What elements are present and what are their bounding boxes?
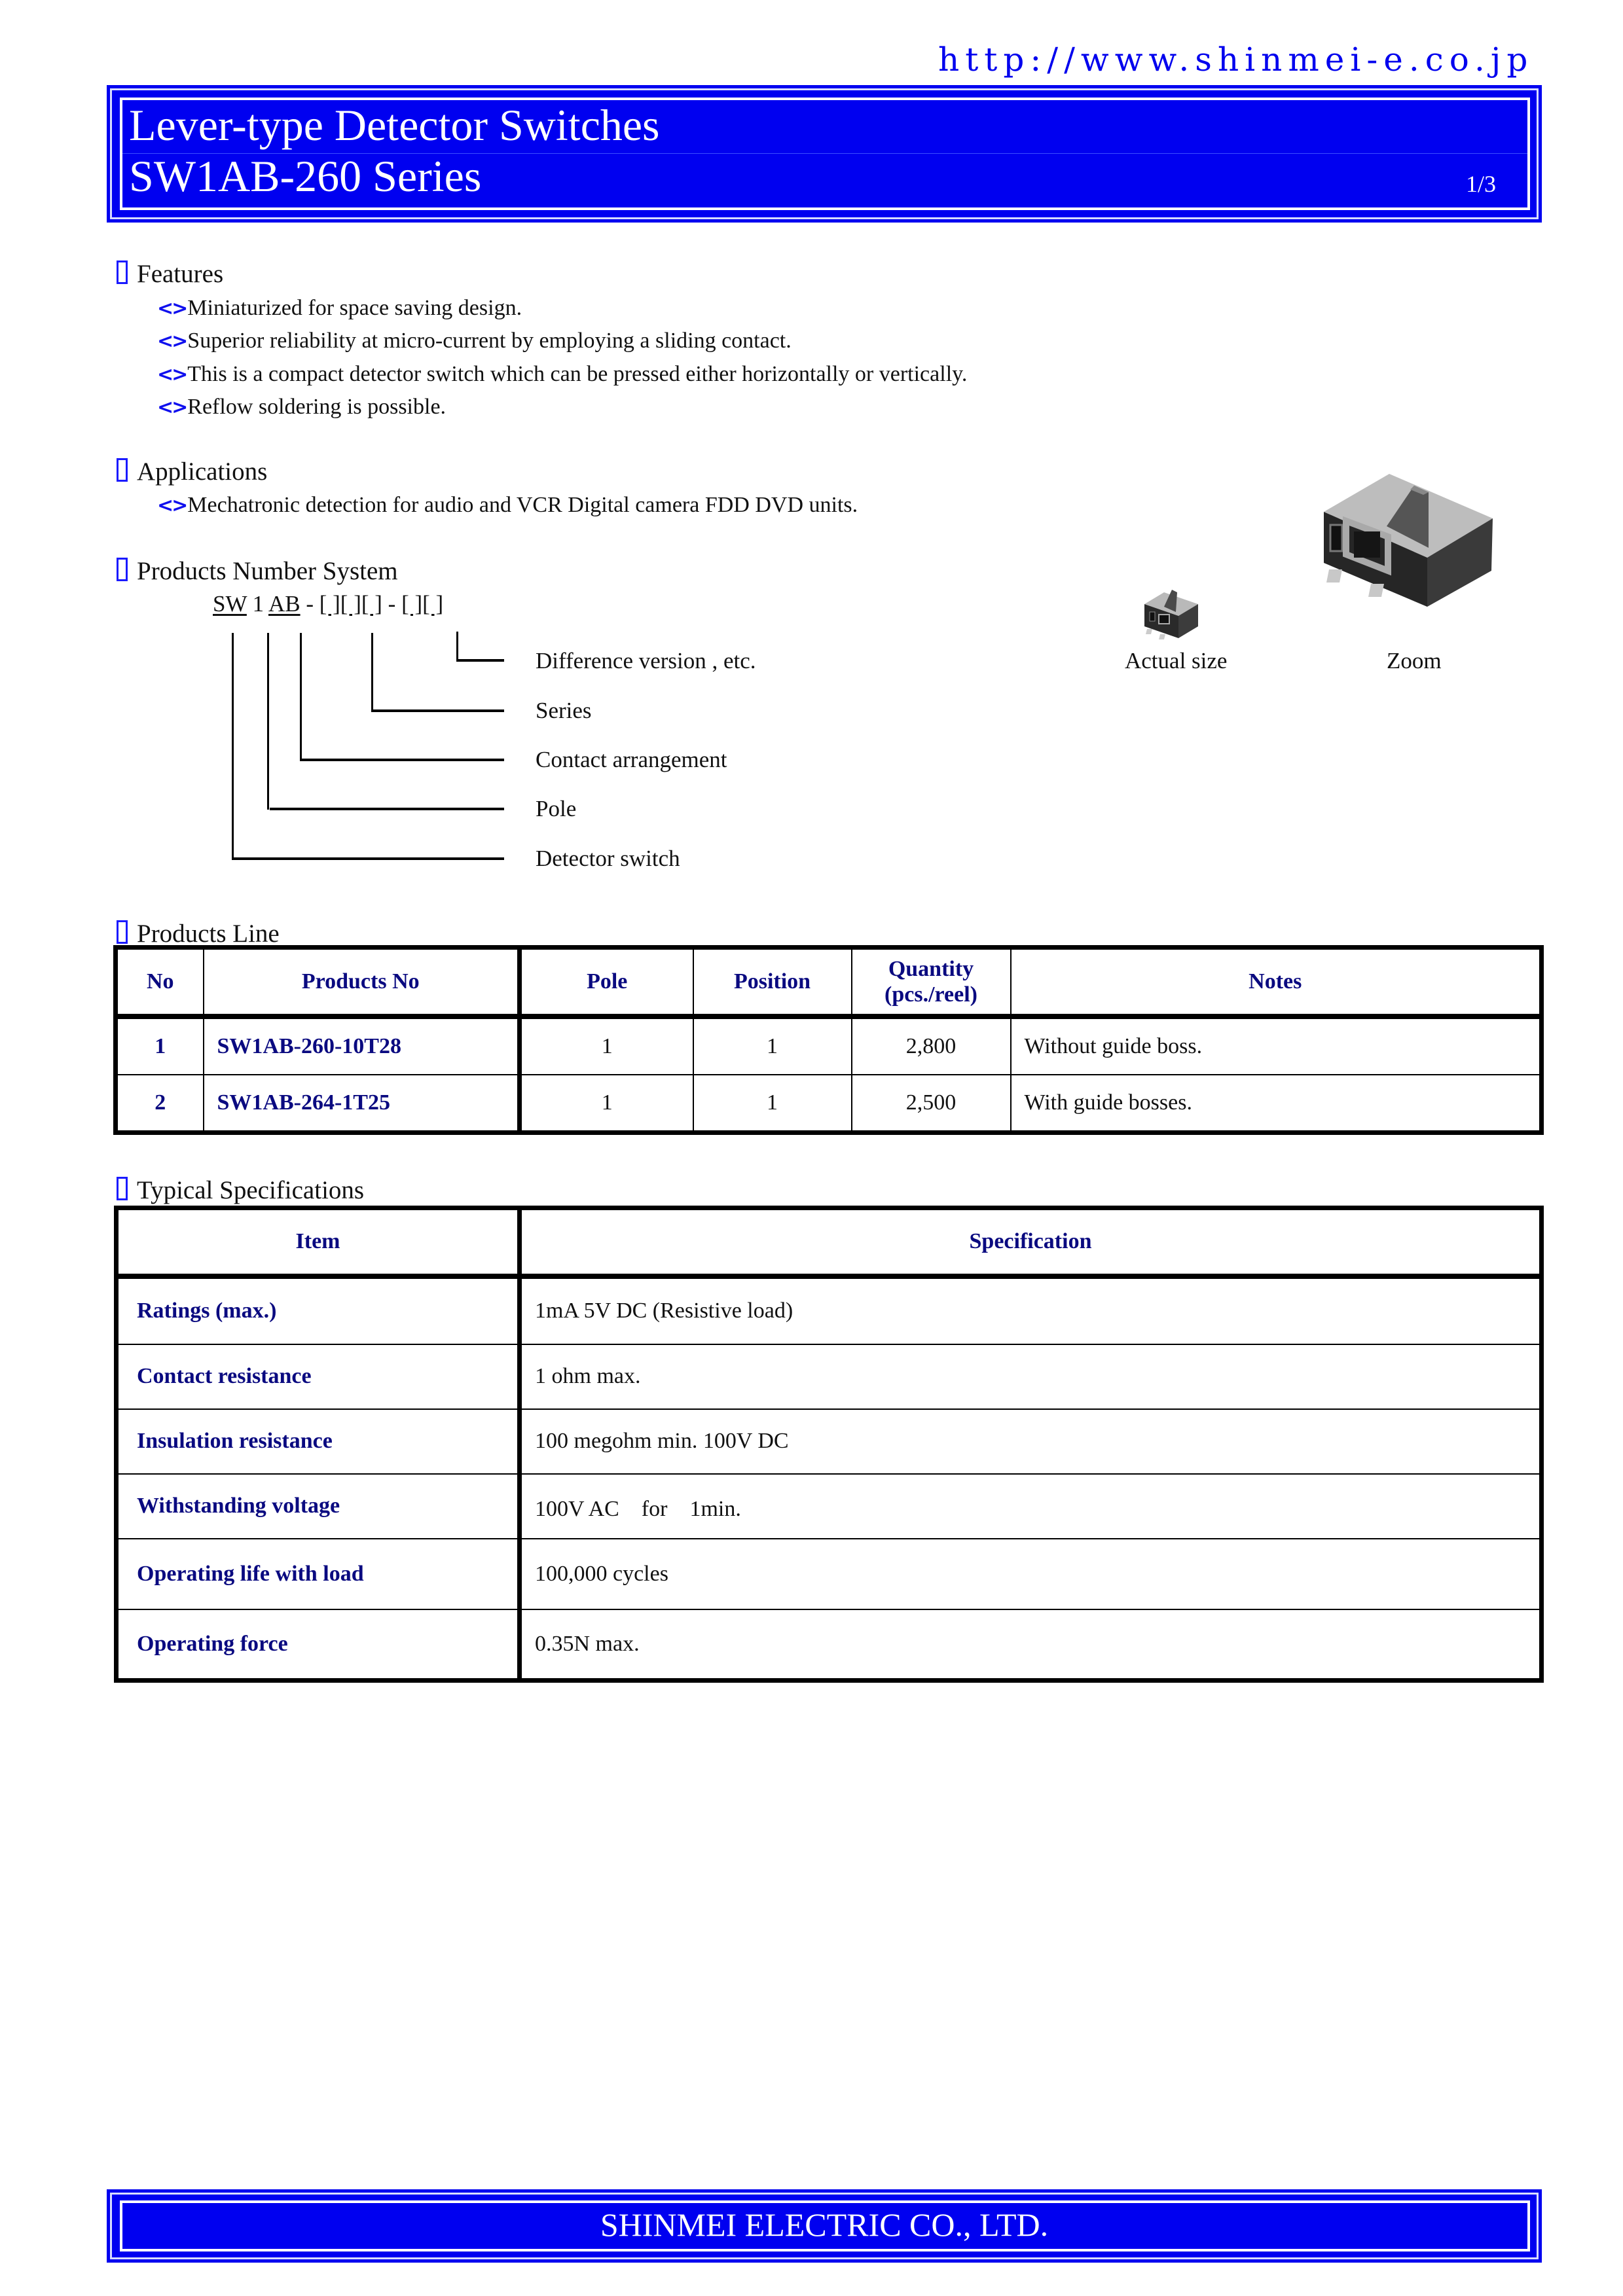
cell-item: Withstanding voltage <box>117 1474 520 1539</box>
feature-item <box>157 296 522 321</box>
diamond-bullet-icon: <> <box>157 330 187 353</box>
section-marker-icon <box>117 1177 128 1200</box>
website-url[interactable]: http://www.shinmei-e.co.jp <box>938 41 1534 79</box>
table-header-row <box>116 948 1542 1016</box>
section-marker-icon <box>117 260 128 284</box>
applications-heading <box>117 457 267 486</box>
col-quantity <box>852 948 1011 1016</box>
cell-position: 1 <box>693 1075 852 1133</box>
table-row <box>117 1609 1542 1681</box>
switch-zoom-image <box>1316 466 1512 617</box>
col-notes: Notes <box>1011 948 1542 1016</box>
features-heading <box>117 259 223 289</box>
col-quantity-unit: (pcs./reel) <box>884 982 977 1007</box>
section-marker-icon <box>117 920 128 944</box>
cell-no: 1 <box>116 1016 204 1075</box>
cell-product-no: SW1AB-264-1T25 <box>204 1075 520 1133</box>
code-dash: - <box>388 591 396 617</box>
diamond-bullet-icon: <> <box>157 363 187 386</box>
table-row <box>117 1344 1542 1409</box>
footer-banner <box>107 2189 1542 2263</box>
cell-item: Ratings (max.) <box>117 1276 520 1344</box>
cell-pole: 1 <box>520 1016 693 1075</box>
code-sw: SW <box>213 591 247 617</box>
products-line-table <box>113 945 1544 1135</box>
cell-item: Operating force <box>117 1609 520 1681</box>
cell-notes: With guide bosses. <box>1011 1075 1542 1133</box>
specifications-heading <box>117 1175 364 1205</box>
specifications-table <box>114 1206 1544 1683</box>
cell-spec: 1 ohm max. <box>520 1344 1542 1409</box>
cell-item: Insulation resistance <box>117 1409 520 1474</box>
table-row <box>117 1409 1542 1474</box>
cell-quantity: 2,500 <box>852 1075 1011 1133</box>
table-row <box>116 1016 1542 1075</box>
page-number: 1/3 <box>1465 171 1496 197</box>
col-no: No <box>116 948 204 1016</box>
feature-text: Miniaturized for space saving design. <box>187 296 522 320</box>
cell-quantity: 2,800 <box>852 1016 1011 1075</box>
diagram-line <box>232 633 234 859</box>
label-series: Series <box>536 698 592 723</box>
cell-product-no: SW1AB-260-10T28 <box>204 1016 520 1075</box>
company-name: SHINMEI ELECTRIC CO., LTD. <box>600 2206 1049 2243</box>
feature-text: This is a compact detector switch which can be pressed either horizontally or vertically. <box>187 362 968 386</box>
application-item <box>157 493 858 518</box>
table-row <box>117 1474 1542 1539</box>
col-specification: Specification <box>520 1208 1542 1276</box>
section-marker-icon <box>117 458 128 482</box>
feature-text: Superior reliability at micro-current by employing a sliding contact. <box>187 329 792 353</box>
diagram-line <box>300 633 302 761</box>
code-dash: - <box>306 591 314 617</box>
diagram-line <box>456 659 504 662</box>
cell-notes: Without guide boss. <box>1011 1016 1542 1075</box>
cell-spec: 100,000 cycles <box>520 1539 1542 1609</box>
products-line-heading-text: Products Line <box>137 920 280 948</box>
switch-actual-size-image <box>1138 586 1203 645</box>
cell-item: Operating life with load <box>117 1539 520 1609</box>
feature-item <box>157 362 967 387</box>
actual-size-caption: Actual size <box>1125 648 1228 673</box>
cell-spec: 100 megohm min. 100V DC <box>520 1409 1542 1474</box>
diamond-bullet-icon: <> <box>157 396 187 419</box>
label-pole: Pole <box>536 796 577 821</box>
section-marker-icon <box>117 558 128 581</box>
diagram-line <box>270 808 504 810</box>
zoom-caption: Zoom <box>1387 648 1442 673</box>
diagram-line <box>232 857 504 860</box>
col-products-no: Products No <box>204 948 520 1016</box>
table-row <box>117 1539 1542 1609</box>
label-detector-switch: Detector switch <box>536 846 680 871</box>
diagram-line <box>371 633 373 711</box>
product-number-code <box>213 591 443 617</box>
features-heading-text: Features <box>137 260 224 288</box>
cell-spec: 1mA 5V DC (Resistive load) <box>520 1276 1542 1344</box>
diagram-line <box>456 632 458 661</box>
cell-item: Contact resistance <box>117 1344 520 1409</box>
diagram-line <box>300 759 504 761</box>
table-row <box>116 1075 1542 1133</box>
number-system-heading-text: Products Number System <box>137 557 398 585</box>
number-system-heading <box>117 556 398 586</box>
feature-item <box>157 395 446 420</box>
diamond-bullet-icon: <> <box>157 297 187 320</box>
series-title: SW1AB-260 Series <box>129 151 482 201</box>
title-banner <box>107 85 1542 223</box>
code-ab: AB <box>268 591 301 617</box>
feature-text: Reflow soldering is possible. <box>187 395 447 419</box>
page-title: Lever-type Detector Switches <box>129 100 660 150</box>
cell-no: 2 <box>116 1075 204 1133</box>
table-header-row <box>117 1208 1542 1276</box>
feature-item <box>157 329 792 353</box>
diamond-bullet-icon: <> <box>157 494 187 517</box>
code-pole: 1 <box>252 591 264 617</box>
cell-spec: 100V AC for 1min. <box>520 1474 1542 1539</box>
products-line-heading <box>117 919 280 948</box>
cell-spec: 0.35N max. <box>520 1609 1542 1681</box>
diagram-line <box>267 633 269 810</box>
cell-position: 1 <box>693 1016 852 1075</box>
cell-pole: 1 <box>520 1075 693 1133</box>
col-pole: Pole <box>520 948 693 1016</box>
code-version: [ ][ ] <box>401 591 444 617</box>
label-contact-arrangement: Contact arrangement <box>536 747 727 772</box>
col-quantity-label: Quantity <box>888 956 974 981</box>
diagram-line <box>371 709 504 712</box>
table-row <box>117 1276 1542 1344</box>
col-position: Position <box>693 948 852 1016</box>
specifications-heading-text: Typical Specifications <box>137 1176 365 1204</box>
application-text: Mechatronic detection for audio and VCR Digital camera FDD DVD units. <box>187 493 858 517</box>
col-item: Item <box>117 1208 520 1276</box>
applications-heading-text: Applications <box>137 457 268 486</box>
code-series: [ ][ ][ ] <box>319 591 382 617</box>
label-difference-version: Difference version , etc. <box>536 648 756 673</box>
